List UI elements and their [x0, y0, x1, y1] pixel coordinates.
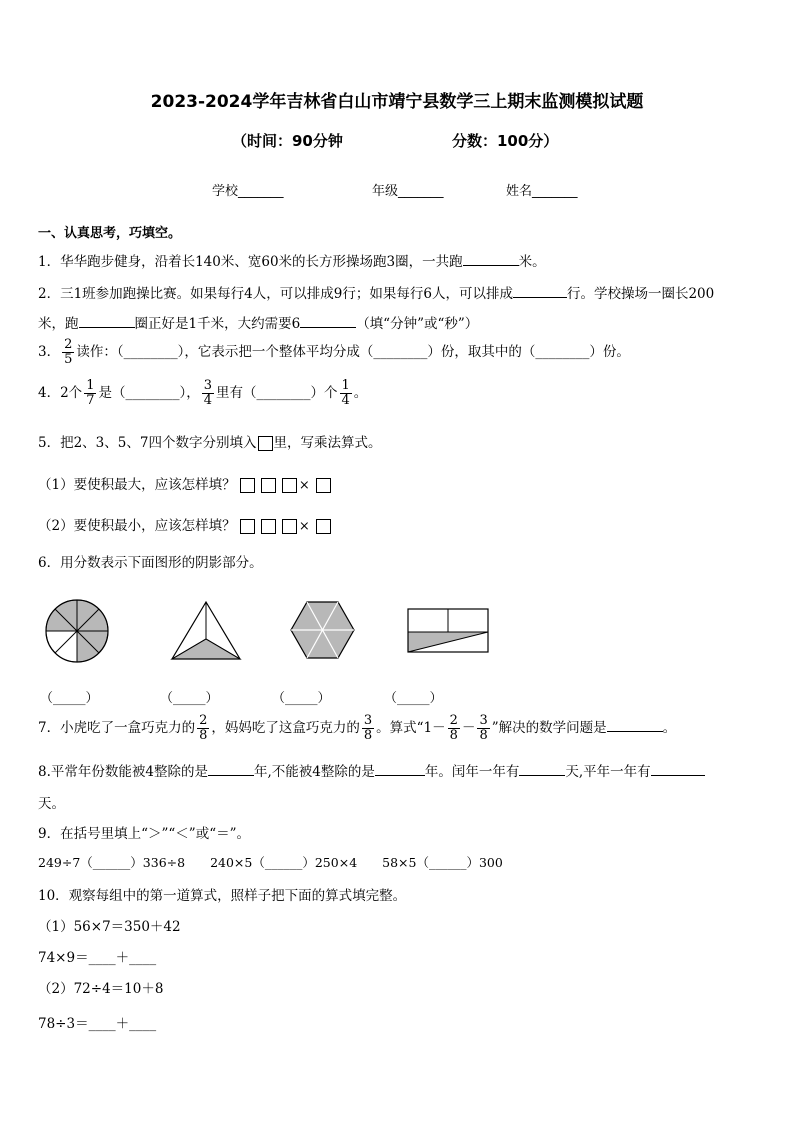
- exam-title: 2023-2024学年吉林省白山市靖宁县数学三上期末监测模拟试题: [150, 92, 644, 112]
- answer-blank: [513, 297, 567, 298]
- q3-prefix: 3．: [38, 344, 61, 360]
- q10-answer-1: 74×9＝____＋____: [38, 950, 157, 966]
- q7-text: 7．小虎吃了一盒巧克力的: [38, 720, 196, 736]
- q3-text: 读作：（________），它表示把一个整体平均分成（________）份，取其中的（________）份。: [76, 344, 630, 360]
- circle-figure: [46, 600, 108, 662]
- q7-text: ，妈妈吃了这盒巧克力的: [211, 720, 360, 736]
- q5-text: 里，写乘法算式。: [273, 435, 382, 451]
- figure-1-answer: （_____）: [40, 691, 99, 706]
- minus-sign: －: [461, 720, 476, 736]
- answer-box[interactable]: [316, 478, 331, 493]
- question-1: [38, 250, 546, 270]
- grade-field: 年级_______: [372, 184, 444, 199]
- q6-figures: [30, 590, 510, 670]
- question-5: [38, 431, 381, 451]
- question-5-sub1: [38, 473, 337, 493]
- answer-blank: [208, 775, 254, 776]
- q2-text: 圈正好是1千米，大约需要6: [134, 316, 301, 332]
- exam-time: （时间：90分钟: [232, 132, 343, 150]
- q10-example-1: （1）56×7＝350＋42: [38, 919, 181, 935]
- q5-sub2-text: （2）要使积最小，应该怎样填？: [38, 518, 236, 534]
- answer-blank: [607, 731, 663, 732]
- times-sign: ×: [298, 478, 310, 493]
- name-field: 姓名_______: [506, 184, 578, 199]
- question-9-row: 249÷7（______）336÷8 240×5（______）250×4 58×5（______）300: [38, 855, 503, 870]
- q4-text: 里有（________）个: [216, 385, 338, 401]
- exam-score: 分数：100分）: [452, 132, 559, 150]
- fraction: $\frac{2}{5}$: [64, 337, 73, 367]
- answer-box[interactable]: [261, 519, 276, 534]
- figure-3-answer: （_____）: [272, 691, 331, 706]
- fraction: $\frac{2}{8}$: [199, 713, 208, 743]
- fraction: $\frac{3}{8}$: [479, 713, 488, 743]
- q2-text: 米，跑: [38, 316, 79, 332]
- q1-text: 1．华华跑步健身，沿着长140米、宽60米的长方形操场跑3圈，一共跑: [38, 254, 463, 270]
- q10-example-2: （2）72÷4＝10＋8: [38, 981, 164, 997]
- fraction: $\frac{3}{8}$: [363, 713, 373, 743]
- answer-box[interactable]: [316, 519, 331, 534]
- answer-blank: [651, 775, 705, 776]
- answer-box[interactable]: [282, 519, 297, 534]
- q8-text: 年,不能被4整除的是: [253, 764, 375, 780]
- q7-text: ”解决的数学问题是: [491, 720, 607, 736]
- q2-text: 2．三1班参加跑操比赛。如果每行4人，可以排成9行；如果每行6人，可以排成: [38, 286, 513, 302]
- figure-2-answer: （_____）: [160, 691, 219, 706]
- q5-sub1-text: （1）要使积最大，应该怎样填？: [38, 477, 236, 493]
- triangle-figure: [172, 602, 240, 659]
- question-8-line2: 天。: [38, 796, 65, 812]
- answer-blank: [519, 775, 565, 776]
- times-sign: ×: [298, 519, 310, 534]
- figure-4-answer: （_____）: [384, 691, 443, 706]
- q5-text: 5．把2、3、5、7四个数字分别填入: [38, 435, 257, 451]
- fraction: $\frac{1}{4}$: [341, 378, 350, 408]
- question-4: [38, 379, 367, 408]
- question-2-line1: [38, 282, 714, 302]
- q4-text: 是（________），: [98, 385, 200, 401]
- digit-box-icon: [258, 436, 273, 451]
- question-5-sub2: [38, 514, 337, 534]
- q8-text: 8.平常年份数能被4整除的是: [38, 764, 208, 780]
- school-field: 学校_______: [212, 184, 284, 199]
- fraction: $\frac{2}{8}$: [449, 713, 458, 743]
- answer-blank: [300, 327, 356, 328]
- q10-answer-2: 78÷3＝____＋____: [38, 1016, 157, 1032]
- question-9: 9．在括号里填上“＞”“＜”或“＝”。: [38, 826, 250, 842]
- answer-box[interactable]: [282, 478, 297, 493]
- answer-blank: [463, 265, 519, 266]
- question-8-line1: [38, 760, 705, 780]
- fraction: $\frac{3}{4}$: [203, 378, 212, 408]
- q7-text: 。算式“1－: [376, 720, 446, 736]
- q2-text: （填“分钟”或“秒”）: [356, 316, 479, 332]
- rectangle-figure: [408, 609, 488, 652]
- q2-text: 行。学校操场一圈长200: [566, 286, 715, 302]
- question-10: 10．观察每组中的第一道算式，照样子把下面的算式填完整。: [38, 888, 407, 904]
- question-2-line2: [38, 312, 478, 332]
- hexagon-figure: [291, 602, 354, 658]
- section-heading: 一、认真思考，巧填空。: [38, 226, 182, 241]
- question-7: [38, 714, 676, 743]
- q7-end: 。: [662, 720, 677, 736]
- answer-box[interactable]: [261, 478, 276, 493]
- answer-blank: [79, 327, 135, 328]
- q4-end: 。: [353, 385, 368, 401]
- answer-box[interactable]: [240, 478, 255, 493]
- answer-box[interactable]: [240, 519, 255, 534]
- question-3: [38, 338, 630, 367]
- fraction: $\frac{1}{7}$: [86, 378, 95, 408]
- q8-text: 年。闰年一年有: [424, 764, 520, 780]
- q8-text: 天,平年一年有: [565, 764, 651, 780]
- question-6: 6．用分数表示下面图形的阴影部分。: [38, 555, 263, 571]
- q4-text: 4．2个: [38, 385, 83, 401]
- q1-text-end: 米。: [518, 254, 546, 270]
- answer-blank: [375, 775, 425, 776]
